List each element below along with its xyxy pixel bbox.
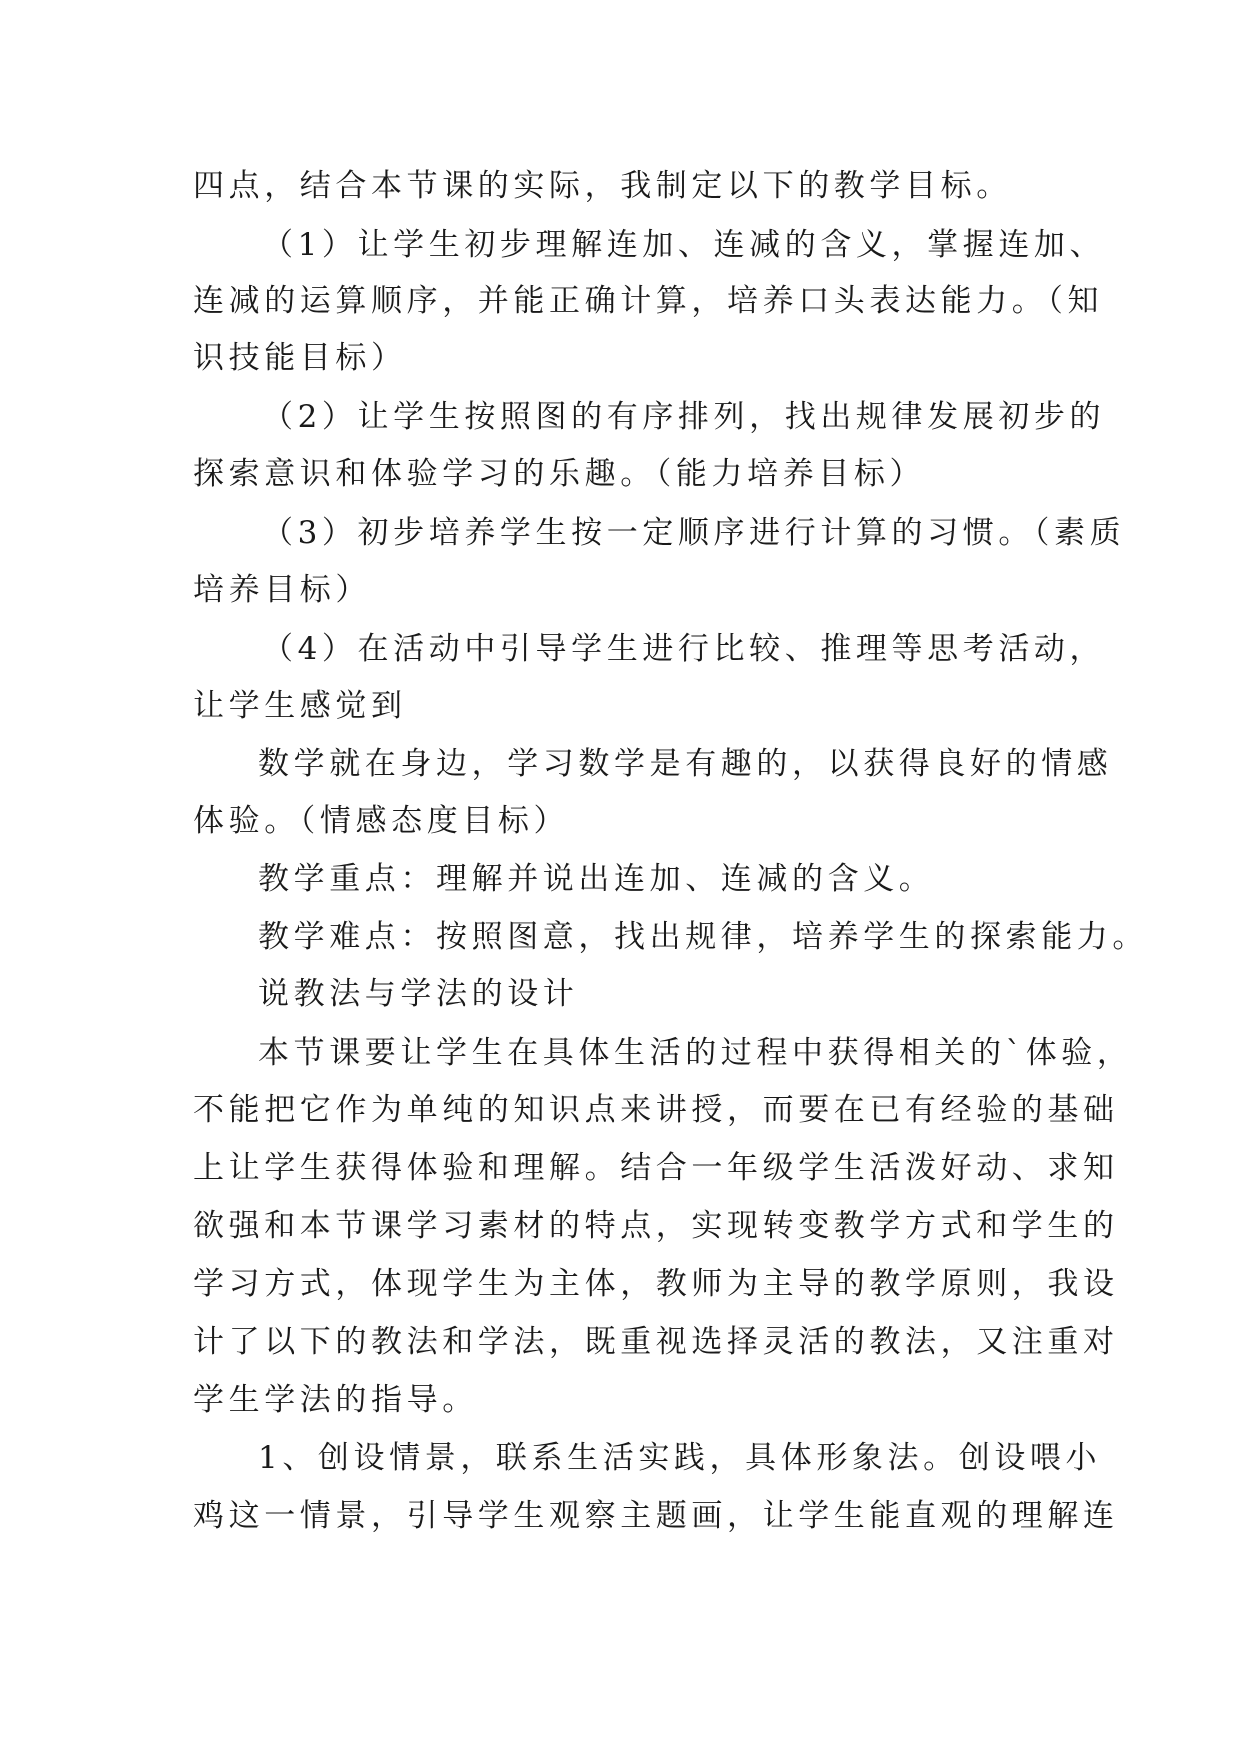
text-line: 本节课要让学生在具体生活的过程中获得相关的`体验，	[258, 1035, 1133, 1071]
text-line: 探索意识和体验学习的乐趣。（能力培养目标）	[193, 456, 926, 492]
text-line: 体验。（情感态度目标）	[193, 803, 570, 839]
text-line: （2）让学生按照图的有序排列，找出规律发展初步的	[262, 399, 1106, 435]
text-line: 培养目标）	[193, 572, 371, 608]
text-line: 识技能目标）	[193, 340, 407, 376]
text-line: （4）在活动中引导学生进行比较、推理等思考活动，	[262, 631, 1106, 667]
text-line: 欲强和本节课学习素材的特点，实现转变教学方式和学生的	[193, 1208, 1119, 1244]
text-line: 学习方式，体现学生为主体，教师为主导的教学原则，我设	[193, 1266, 1119, 1302]
text-line: 鸡这一情景，引导学生观察主题画，让学生能直观的理解连	[193, 1498, 1119, 1534]
text-line: 四点，结合本节课的实际，我制定以下的教学目标。	[193, 168, 1012, 204]
text-line: （1）让学生初步理解连加、连减的含义，掌握连加、	[262, 227, 1106, 263]
text-line: 不能把它作为单纯的知识点来讲授，而要在已有经验的基础	[193, 1092, 1119, 1128]
text-line: 上让学生获得体验和理解。结合一年级学生活泼好动、求知	[193, 1150, 1119, 1186]
text-line: 连减的运算顺序，并能正确计算，培养口头表达能力。（知	[193, 283, 1104, 319]
text-line: 数学就在身边，学习数学是有趣的，以获得良好的情感	[258, 746, 1113, 782]
text-line: 让学生感觉到	[193, 688, 407, 724]
text-line: 教学难点：按照图意，找出规律，培养学生的探索能力。	[258, 919, 1148, 955]
section-heading: 说教法与学法的设计	[258, 976, 579, 1012]
text-line: 1、创设情景，联系生活实践，具体形象法。创设喂小	[258, 1440, 1102, 1476]
text-line: 学生学法的指导。	[193, 1382, 478, 1418]
text-line: 计了以下的教法和学法，既重视选择灵活的教法，又注重对	[193, 1324, 1119, 1360]
text-line: （3）初步培养学生按一定顺序进行计算的习惯。（素质	[262, 515, 1126, 551]
text-line: 教学重点：理解并说出连加、连减的含义。	[258, 861, 935, 897]
